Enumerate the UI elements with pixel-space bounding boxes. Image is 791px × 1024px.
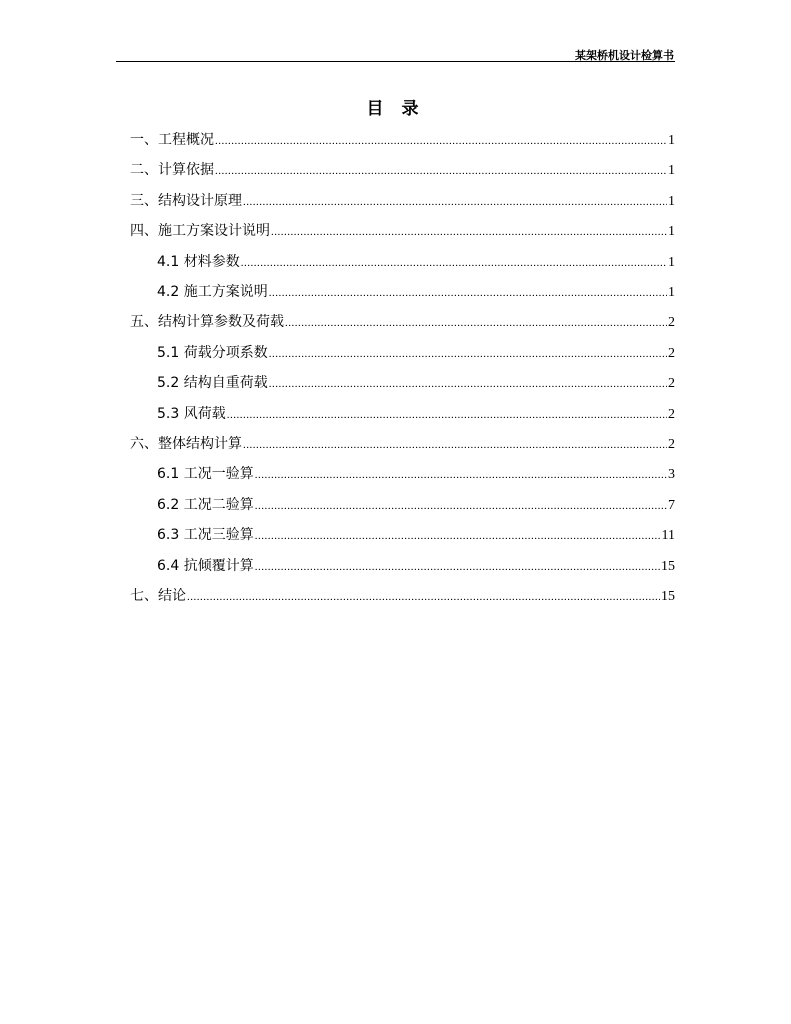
toc-leader-dots xyxy=(243,191,667,213)
toc-entry-label: 6.1 工况一验算 xyxy=(157,466,254,483)
toc-entry-label: 四、施工方案设计说明 xyxy=(130,223,270,240)
toc-entry-page: 7 xyxy=(668,497,675,513)
toc-entry-page: 1 xyxy=(668,193,675,209)
toc-leader-dots xyxy=(255,556,660,578)
toc-leader-dots xyxy=(187,586,660,608)
toc-entry-page: 2 xyxy=(668,406,675,422)
toc-entry-label: 六、整体结构计算 xyxy=(130,436,242,452)
toc-entry-page: 2 xyxy=(668,345,675,361)
toc-entry[interactable] xyxy=(157,251,675,273)
toc-leader-dots xyxy=(241,252,667,274)
toc-entry-label: 二、计算依据 xyxy=(130,162,214,179)
toc-entry-page: 1 xyxy=(668,254,675,270)
toc-entry[interactable] xyxy=(130,129,675,151)
toc-entry[interactable] xyxy=(130,433,675,455)
toc-entry-page: 15 xyxy=(661,558,675,574)
header-divider xyxy=(116,61,675,62)
toc-leader-dots xyxy=(215,160,667,182)
toc-entry[interactable] xyxy=(157,372,675,394)
toc-entry-label: 6.2 工况二验算 xyxy=(157,496,254,513)
toc-entry-label: 4.1 材料参数 xyxy=(157,253,240,270)
toc-entry[interactable] xyxy=(130,159,675,181)
toc-entry-label: 5.3 风荷载 xyxy=(157,405,226,422)
toc-leader-dots xyxy=(215,130,667,152)
toc-entry-page: 1 xyxy=(668,133,675,148)
toc-entry[interactable] xyxy=(157,494,675,516)
toc-entry[interactable] xyxy=(157,403,675,425)
toc-entry-page: 2 xyxy=(668,376,675,392)
toc-entry-page: 15 xyxy=(661,589,675,604)
toc-entry-page: 2 xyxy=(668,315,675,331)
toc-leader-dots xyxy=(271,221,667,243)
toc-entry-label: 6.3 工况三验算 xyxy=(157,527,254,544)
toc-entry-page: 1 xyxy=(668,163,675,179)
toc-entry-label: 5.2 结构自重荷载 xyxy=(157,375,268,392)
toc-entry[interactable] xyxy=(157,463,675,485)
toc-entry[interactable] xyxy=(157,281,675,303)
toc-entry-page: 11 xyxy=(661,528,675,544)
toc-leader-dots xyxy=(255,495,667,517)
toc-entry-label: 三、结构设计原理 xyxy=(130,192,242,209)
toc-leader-dots xyxy=(227,404,667,426)
toc-entry[interactable] xyxy=(130,190,675,212)
toc-entry[interactable] xyxy=(130,220,675,242)
toc-leader-dots xyxy=(269,282,667,304)
toc-entry[interactable] xyxy=(157,555,675,577)
toc-entry-label: 一、工程概况 xyxy=(130,132,214,148)
toc-entry-label: 五、结构计算参数及荷载 xyxy=(130,314,284,331)
toc-leader-dots xyxy=(255,464,667,486)
toc-entry-label: 4.2 施工方案说明 xyxy=(157,284,268,300)
toc-leader-dots xyxy=(255,525,661,547)
toc-entry[interactable] xyxy=(130,585,675,607)
toc-entry[interactable] xyxy=(130,311,675,333)
toc-leader-dots xyxy=(269,343,667,365)
toc-leader-dots xyxy=(285,312,667,334)
toc-title: 目 录 xyxy=(366,99,425,119)
toc-entry-page: 3 xyxy=(668,467,675,483)
toc-entry[interactable] xyxy=(157,524,675,546)
toc-entry-page: 2 xyxy=(668,437,675,452)
toc-entry-label: 6.4 抗倾覆计算 xyxy=(157,557,254,574)
toc-entry-page: 1 xyxy=(668,224,675,240)
header-document-title: 某架桥机设计检算书 xyxy=(575,49,674,62)
toc-entry-page: 1 xyxy=(668,285,675,300)
toc-entry-label: 七、结论 xyxy=(130,588,186,604)
toc-leader-dots xyxy=(269,373,667,395)
toc-entry-label: 5.1 荷载分项系数 xyxy=(157,344,268,361)
toc-leader-dots xyxy=(243,434,667,456)
toc-entry[interactable] xyxy=(157,342,675,364)
